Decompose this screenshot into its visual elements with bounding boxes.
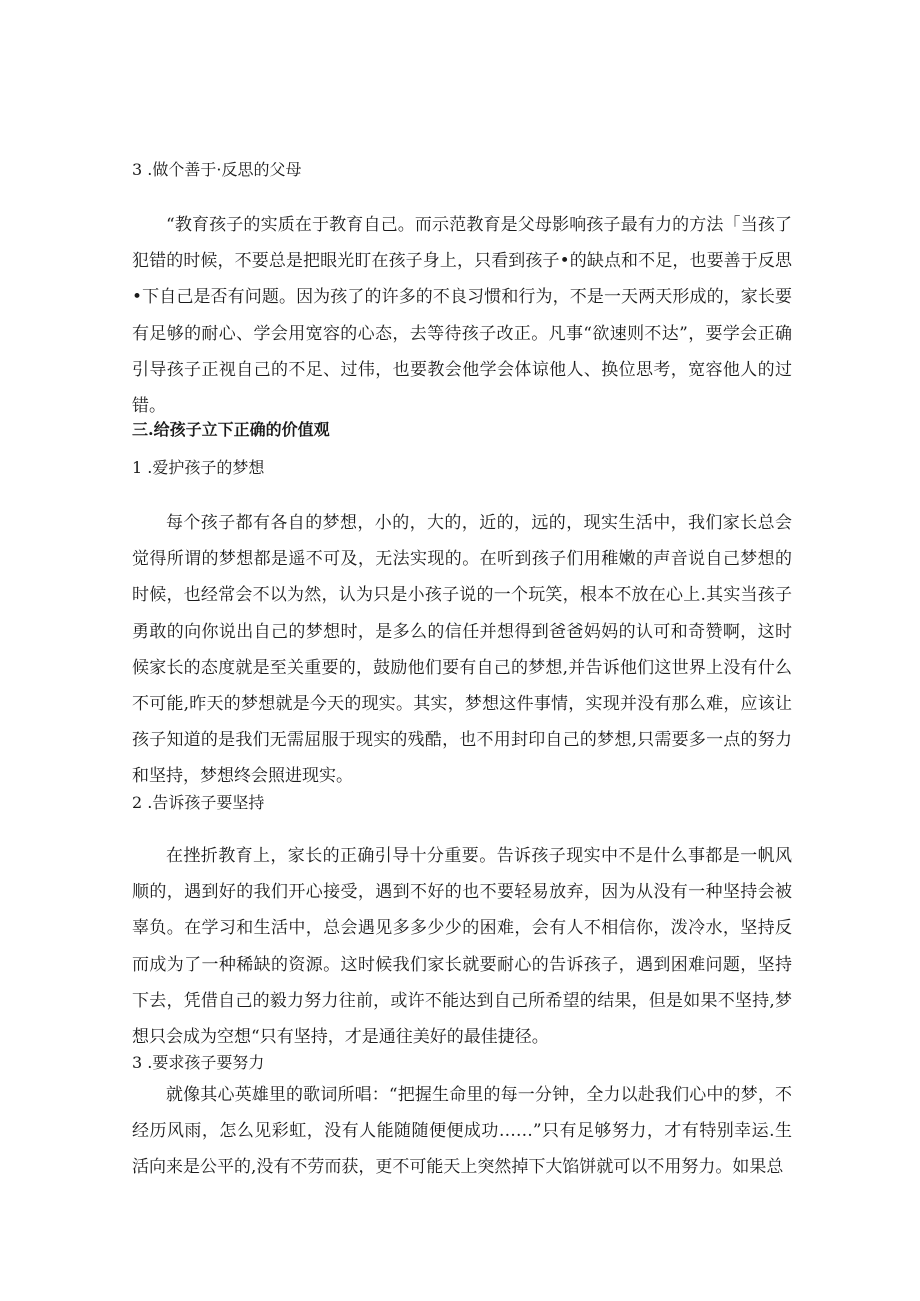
paragraph-self-education: “教育孩子的实质在于教育自己。而示范教育是父母影响孩子最有力的方法「当孩了犯错的时候，不要总是把眼光盯在孩子身上，只看到孩子•的缺点和不足，也要善于反思•下自己是否有问题。因为孩了的许多的不良习惯和行为，不是一天两天形成的，家长要有足够的耐心、学会用宽容的心态，去等待孩子改正。凡事“欲速则不达”，要学会正确引导孩子正视自己的不足、过伟，也要教会他学会体谅他人、换位思考，宽容他人的过错。 xyxy=(132,215,792,417)
subheading-protect-dreams: 1 .爱护孩子的梦想 xyxy=(132,458,265,477)
subheading-effort: 3 .要求孩子要努力 xyxy=(132,1053,265,1072)
subheading-persistence: 2 .告诉孩子要坚持 xyxy=(132,793,265,812)
paragraph-effort: 就像其心英雄里的歌词所唱：“把握生命里的每一分钟，全力以赴我们心中的梦，不经历风雨，怎么见彩虹，没有人能随随便便成功……”只有足够努力，才有特别幸运.生活向来是公平的,没有不劳而获，更不可能天上突然掉下大馅饼就可以不用努力。如果总 xyxy=(132,1085,792,1178)
paragraph-persistence: 在挫折教育上，家长的正确引导十分重要。告诉孩子现实中不是什么事都是一帆风顺的，遇到好的我们开心接受，遇到不好的也不要轻易放弃，因为从没有一种坚持会被辜负。在学习和生活中，总会遇见多多少少的困难，会有人不相信你，泼冷水，坚持反而成为了一种稀缺的资源。这时候我们家长就要耐心的告诉孩子，遇到困难问题，坚持下去，凭借自己的毅力努力往前，或许不能达到自己所希望的结果，但是如果不坚持,梦想只会成为空想“只有坚持，才是通往美好的最佳捷径。 xyxy=(132,846,792,1048)
section-heading-values: 三.给孩子立下正确的价值观 xyxy=(132,420,330,439)
paragraph-dreams: 每个孩子都有各自的梦想，小的，大的，近的，远的，现实生活中，我们家长总会觉得所谓的梦想都是遥不可及，无法实现的。在听到孩子们用稚嫩的声音说自己梦想的时候，也经常会不以为然，认为只是小孩子说的一个玩笑，根本不放在心上.其实当孩子勇敢的向你说出自己的梦想时，是多么的信任并想得到爸爸妈妈的认可和奇赞啊，这时候家长的态度就是至关重要的，鼓励他们要有自己的梦想,并告诉他们这世界上没有什么不可能,昨天的梦想就是今天的现实。其实，梦想这件事情，实现并没有那么难，应该让孩子知道的是我们无需屈服于现实的残酷，也不用封印自己的梦想,只需要多一点的努力和坚持，梦想终会照进现实。 xyxy=(132,513,792,787)
subheading-reflective-parents: 3 .做个善于·反思的父母 xyxy=(132,160,302,179)
